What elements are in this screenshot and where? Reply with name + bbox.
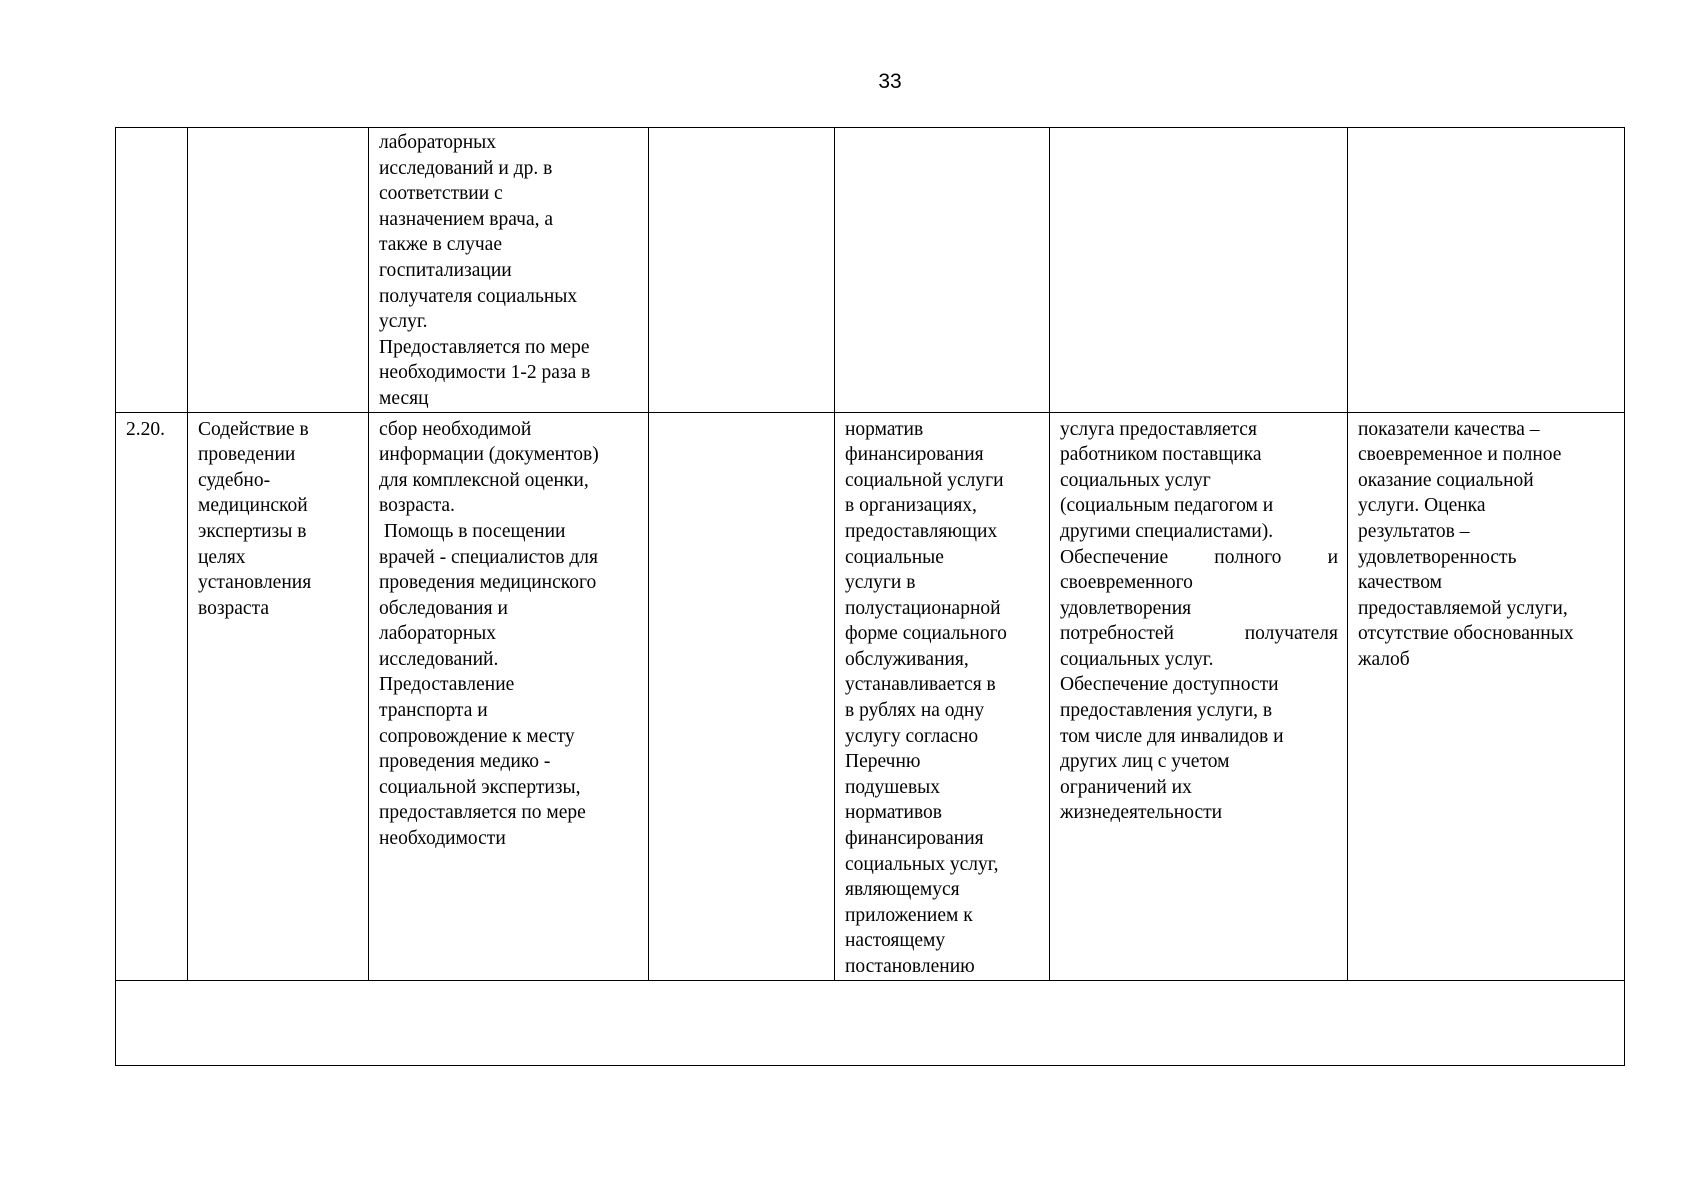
text-line: экспертизы в <box>198 520 307 542</box>
text-line: том числе для инвалидов и <box>1060 725 1284 747</box>
continuation-text <box>379 130 639 412</box>
text-line: социальные <box>845 546 944 568</box>
text-line: получателя социальных <box>379 285 578 307</box>
text-line: возраста. <box>379 495 455 517</box>
text-line: проведения медицинского <box>379 572 597 594</box>
text-line: услуга предоставляется <box>1060 418 1257 440</box>
text-line: настоящему <box>845 930 946 952</box>
text-line: услуги в <box>845 572 916 594</box>
text-line: нормативов <box>845 802 942 824</box>
text-line: возраста <box>198 597 270 619</box>
text-line: назначением врача, а <box>379 208 554 230</box>
text-line: социальной услуги <box>845 469 1004 491</box>
text-word: получателя <box>1244 623 1338 645</box>
text-word: полного <box>1214 546 1282 568</box>
cell-service-name <box>188 412 369 980</box>
text-line: Перечню <box>845 751 921 773</box>
cell-financing-norm <box>835 412 1050 980</box>
text-line: форме социального <box>845 623 1007 645</box>
text-line: судебно- <box>198 469 271 491</box>
text-line: Обеспечение доступности <box>1060 674 1279 696</box>
text-line: предоставления услуги, в <box>1060 700 1273 722</box>
text-line: отсутствие обоснованных <box>1358 623 1574 645</box>
text-line: обслуживания, <box>845 648 969 670</box>
text-line: социальной экспертизы, <box>379 776 581 798</box>
quality-indicators-text <box>1358 417 1615 673</box>
cell-col4 <box>649 412 835 980</box>
conditions-justified-line-2 <box>1060 621 1338 647</box>
text-line: лабораторных <box>379 623 497 645</box>
text-line: необходимости <box>379 828 506 850</box>
text-line: финансирования <box>845 828 984 850</box>
text-line: сопровождение к месту <box>379 725 575 747</box>
text-line: оказание социальной <box>1358 469 1534 491</box>
text-line: подушевых <box>845 776 941 798</box>
table-row-empty-footer <box>116 980 1625 1065</box>
conditions-text-part-2 <box>1060 570 1338 621</box>
conditions-justified-line-1 <box>1060 545 1338 571</box>
cell-service-number <box>116 412 188 980</box>
text-line: другими специалистами). <box>1060 520 1274 542</box>
cell-empty-6 <box>1050 128 1348 413</box>
cell-name-empty <box>188 128 369 413</box>
cell-quality-indicators <box>1348 412 1625 980</box>
text-line: транспорта и <box>379 700 488 722</box>
text-line: медицинской <box>198 495 308 517</box>
text-line: (социальным педагогом и <box>1060 495 1274 517</box>
cell-number-empty <box>116 128 188 413</box>
text-line: исследований и др. в <box>379 157 553 179</box>
text-line: исследований. <box>379 648 499 670</box>
text-line: соответствии с <box>379 183 503 205</box>
text-line: обследования и <box>379 597 508 619</box>
text-line: жалоб <box>1358 648 1410 670</box>
text-line: информации (документов) <box>379 444 599 466</box>
text-line: Помощь в посещении <box>379 520 566 542</box>
services-table <box>115 127 1625 1066</box>
text-line: социальных услуг. <box>1060 648 1214 670</box>
text-line: других лиц с учетом <box>1060 751 1230 773</box>
financing-norm-text <box>845 417 1040 980</box>
text-line: врачей - специалистов для <box>379 546 598 568</box>
text-line: являющемуся <box>845 879 960 901</box>
text-word: Обеспечение <box>1060 546 1169 568</box>
text-line: проведении <box>198 444 296 466</box>
text-line: услуг. <box>379 311 428 333</box>
text-line: полустационарной <box>845 597 1001 619</box>
text-line: Предоставляется по мере <box>379 336 590 358</box>
text-line: своевременное и полное <box>1358 444 1562 466</box>
text-line: предоставляется по мере <box>379 802 586 824</box>
text-line: ограничений их <box>1060 776 1192 798</box>
text-line: своевременного <box>1060 572 1193 594</box>
text-line: социальных услуг <box>1060 469 1211 491</box>
cell-empty-4 <box>649 128 835 413</box>
text-line: финансирования <box>845 444 984 466</box>
cell-empty-7 <box>1348 128 1625 413</box>
text-word: потребностей <box>1060 623 1174 645</box>
text-line: услуги. Оценка <box>1358 495 1486 517</box>
text-line: лабораторных <box>379 132 497 153</box>
text-line: показатели качества – <box>1358 418 1540 440</box>
text-line: целях <box>198 546 246 568</box>
page-number: 33 <box>878 70 902 93</box>
text-line: результатов – <box>1358 520 1470 542</box>
table-row-service-2-20 <box>116 412 1625 980</box>
text-line: жизнедеятельности <box>1060 802 1223 824</box>
text-line: установления <box>198 572 312 594</box>
cell-empty-5 <box>835 128 1050 413</box>
text-line: госпитализации <box>379 259 512 281</box>
cell-service-description <box>369 412 649 980</box>
text-line: для комплексной оценки, <box>379 469 589 491</box>
service-description <box>379 417 639 852</box>
text-line: необходимости 1-2 раза в <box>379 362 591 384</box>
conditions-text-part-3 <box>1060 647 1338 826</box>
text-line: приложением к <box>845 904 973 926</box>
text-line: удовлетворения <box>1060 597 1192 619</box>
text-line: сбор необходимой <box>379 418 532 440</box>
text-line: работником поставщика <box>1060 444 1262 466</box>
service-name <box>198 417 359 622</box>
text-word: и <box>1327 546 1338 568</box>
text-line: постановлению <box>845 956 975 977</box>
text-line: также в случае <box>379 234 502 256</box>
text-line: норматив <box>845 418 924 440</box>
text-line: в рублях на одну <box>845 700 985 722</box>
cell-empty-footer <box>116 980 1625 1065</box>
text-line: Предоставление <box>379 674 515 696</box>
text-line: удовлетворенность <box>1358 546 1517 568</box>
text-line: проведения медико - <box>379 751 551 773</box>
text-line: услугу согласно <box>845 725 979 747</box>
text-line: Содействие в <box>198 418 309 440</box>
text-line: социальных услуг, <box>845 853 999 875</box>
text-line: устанавливается в <box>845 674 996 696</box>
conditions-text-part-1 <box>1060 417 1338 545</box>
service-number: 2.20. <box>126 418 165 440</box>
table-row-continuation <box>116 128 1625 413</box>
text-line: качеством <box>1358 572 1442 594</box>
text-line: предоставляемой услуги, <box>1358 597 1568 619</box>
text-line: в организациях, <box>845 495 977 517</box>
text-line: предоставляющих <box>845 520 998 542</box>
cell-conditions <box>1050 412 1348 980</box>
cell-description-continuation <box>369 128 649 413</box>
text-line: месяц <box>379 387 429 409</box>
